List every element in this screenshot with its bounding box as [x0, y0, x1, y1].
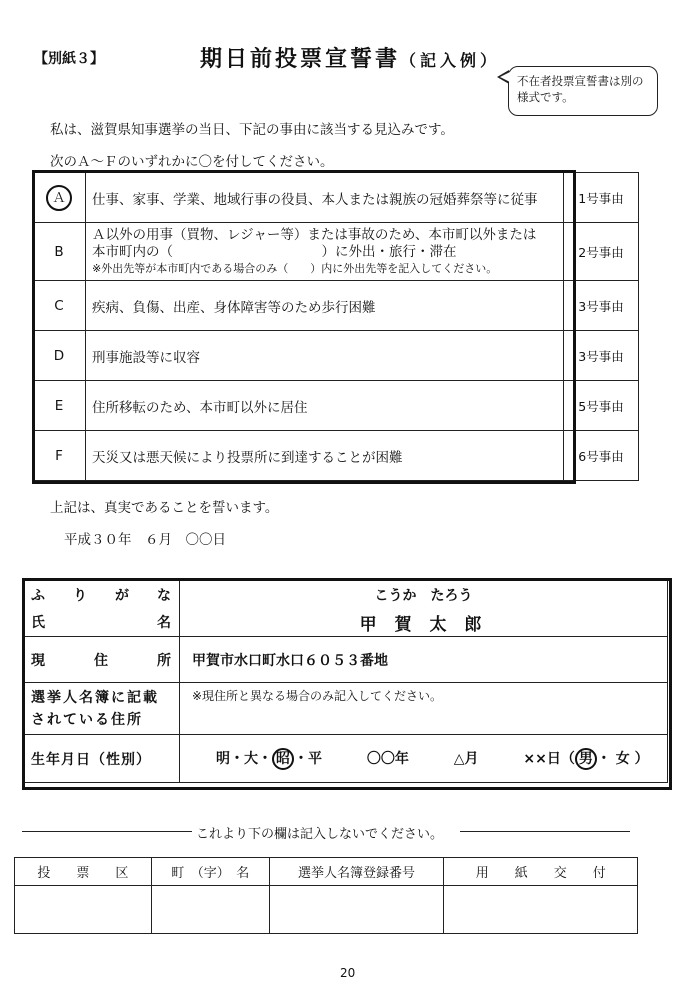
- label-char: な: [157, 587, 171, 604]
- name-field[interactable]: 甲 賀 太 郎: [180, 609, 668, 637]
- admin-header: 町 （字） 名: [151, 858, 269, 886]
- label-char: り: [73, 587, 87, 604]
- birth-year: 〇〇年: [366, 750, 409, 767]
- admin-header: 選挙人名簿登録番号: [269, 858, 444, 886]
- era-options: 明・大・: [216, 750, 272, 767]
- registry-address-field[interactable]: ※現住所と異なる場合のみ記入してください。: [180, 683, 668, 735]
- reason-code: 3号事由: [564, 331, 639, 381]
- label-char: 住: [94, 652, 108, 669]
- reason-row-c[interactable]: [33, 281, 639, 331]
- reason-letter: B: [33, 223, 86, 281]
- separator-line-left: [22, 831, 192, 832]
- reason-text: 刑事施設等に収容: [86, 331, 564, 381]
- voter-info-table: [22, 580, 668, 783]
- reason-text: Ａ以外の用事（買物、レジャー等）または事故のため、本市町以外または: [92, 227, 537, 243]
- reason-text: 住所移転のため、本市町以外に居住: [86, 381, 564, 431]
- instruction-text: 次のＡ～Ｆのいずれかに〇を付してください。: [50, 154, 334, 170]
- intro-text: 私は、滋賀県知事選挙の当日、下記の事由に該当する見込みです。: [50, 122, 454, 138]
- reason-code: 3号事由: [564, 281, 639, 331]
- page-number: 20: [340, 966, 356, 980]
- birth-label: 生年月日（性別）: [23, 735, 180, 783]
- separator-line-right: [460, 831, 630, 832]
- separator-text: これより下の欄は記入しないでください。: [196, 827, 444, 842]
- label-char: 現: [31, 652, 45, 669]
- reason-text-cell: [86, 223, 564, 281]
- admin-cell: [269, 886, 444, 934]
- reason-row-a[interactable]: [33, 173, 639, 223]
- reason-row-e[interactable]: [33, 381, 639, 431]
- era-showa-selected: 昭: [272, 748, 294, 770]
- label-char: 所: [157, 652, 171, 669]
- registry-label-line1: 選挙人名簿に記載: [31, 689, 159, 706]
- admin-header: 用 紙 交 付: [444, 858, 638, 886]
- registry-label: [23, 683, 180, 735]
- reasons-table: [32, 172, 639, 481]
- reason-code: 2号事由: [564, 223, 639, 281]
- attachment-tag: 【別紙３】: [34, 51, 104, 67]
- oath-text: 上記は、真実であることを誓います。: [50, 500, 279, 516]
- admin-cell: [444, 886, 638, 934]
- selected-circle-mark: Ａ: [46, 185, 72, 211]
- sex-male-selected: 男: [575, 748, 597, 770]
- address-label: [23, 637, 180, 683]
- birth-month: △月: [453, 750, 479, 767]
- date-text: 平成３０年 ６月 〇〇日: [64, 532, 226, 548]
- note-callout: 不在者投票宣誓書は別の様式です。: [508, 66, 658, 116]
- admin-header: 投 票 区: [15, 858, 152, 886]
- reason-text: 疾病、負傷、出産、身体障害等のため歩行困難: [86, 281, 564, 331]
- reason-note: ※外出先等が本市町内である場合のみ（ ）内に外出先等を記入してください。: [92, 262, 498, 275]
- label-char: 氏: [31, 615, 45, 632]
- reason-code: 6号事由: [564, 431, 639, 481]
- sex-options: ・ 女 ）: [596, 750, 649, 767]
- era-options: ・平: [294, 750, 322, 767]
- label-char: が: [115, 587, 129, 604]
- reason-letter-cell: [33, 173, 86, 223]
- admin-cell: [15, 886, 152, 934]
- reason-letter: F: [33, 431, 86, 481]
- reason-code: 5号事由: [564, 381, 639, 431]
- title-main: 期日前投票宣誓書: [200, 47, 401, 72]
- registry-label-line2: されている住所: [31, 711, 143, 728]
- name-label: [23, 609, 180, 637]
- page-title: [200, 42, 500, 73]
- address-field[interactable]: 甲賀市水口町水口６０５３番地: [180, 637, 668, 683]
- reason-letter: D: [33, 331, 86, 381]
- reason-row-b[interactable]: [33, 223, 639, 281]
- title-suffix: （記入例）: [400, 51, 501, 70]
- reason-row-d[interactable]: [33, 331, 639, 381]
- reason-letter: C: [33, 281, 86, 331]
- reason-text: 天災又は悪天候により投票所に到達することが困難: [86, 431, 564, 481]
- furigana-field[interactable]: こうか たろう: [180, 581, 668, 609]
- admin-cell: [151, 886, 269, 934]
- label-char: 名: [157, 615, 171, 632]
- admin-table: [14, 857, 638, 934]
- reason-code: 1号事由: [564, 173, 639, 223]
- label-char: ふ: [31, 587, 45, 604]
- reason-text: 仕事、家事、学業、地域行事の役員、本人または親族の冠婚葬祭等に従事: [86, 173, 564, 223]
- birth-day: ××日（: [523, 750, 575, 767]
- furigana-label: [23, 581, 180, 609]
- reason-row-f[interactable]: [33, 431, 639, 481]
- birth-field[interactable]: [180, 735, 668, 783]
- note-callout-tail-inner: [500, 72, 510, 82]
- reason-text-line2: 本市町内の（ ）に外出・旅行・滞在: [92, 244, 457, 260]
- reason-letter: E: [33, 381, 86, 431]
